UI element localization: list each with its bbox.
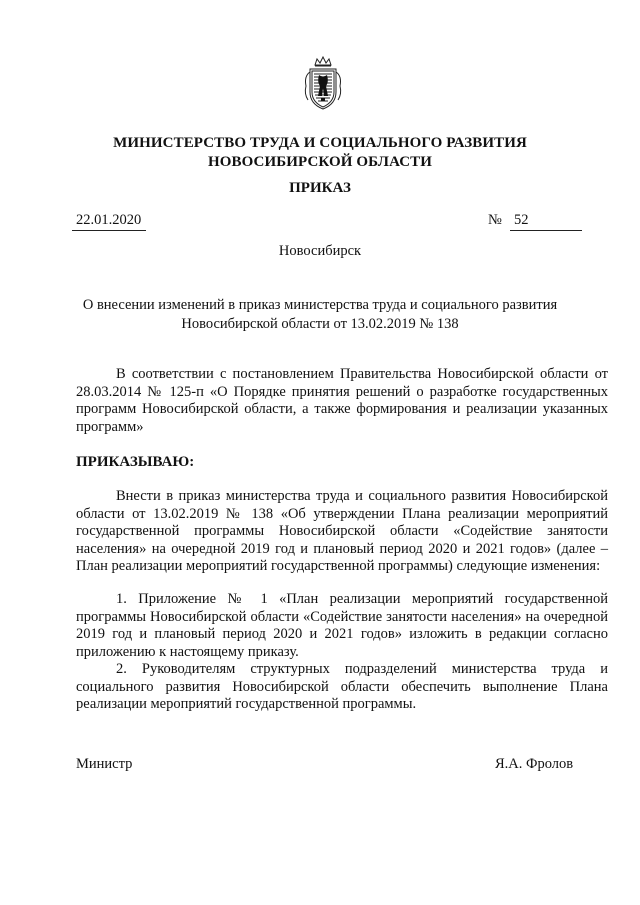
item-1-paragraph: 1. Приложение № 1 «План реализации мероприятий государственной программы Новосибирской области «Содействие занятости населения» на очередной 2019 год и плановый период 2020 и 2021 годов» изложить в редакции согласно приложению к настоящему приказу. xyxy=(76,591,608,660)
document-type: ПРИКАЗ xyxy=(289,180,351,196)
document-number: 52 xyxy=(510,212,582,231)
document-date: 22.01.2020 xyxy=(72,212,146,231)
intro-paragraph: Внести в приказ министерства труда и социального развития Новосибирской области от 13.02.2019 № 138 «Об утверждении Плана реализации мероприятий государственной программы Новосибирской области «Содействие занятости населения» на очередной 2019 год и плановый период 2020 и 2021 годов» (далее – План реализации мероприятий государственной программы) следующие изменения: xyxy=(76,488,608,574)
basis-paragraph: В соответствии с постановлением Правительства Новосибирской области от 28.03.2014 № 125-п «О Порядке принятия решений о разработке государственных программ Новосибирской области, а также формирования и реализации указанных программ» xyxy=(76,366,608,435)
subject-line1: О внесении изменений в приказ министерства труда и социального развития xyxy=(82,297,558,313)
document-number-label: № xyxy=(488,212,502,228)
order-word: ПРИКАЗЫВАЮ: xyxy=(76,454,195,470)
signatory-role: Министр xyxy=(76,756,133,772)
signatory-name: Я.А. Фролов xyxy=(495,756,574,772)
document-subject xyxy=(0,296,640,334)
ministry-name-line1: МИНИСТЕРСТВО ТРУДА И СОЦИАЛЬНОГО РАЗВИТИЯ xyxy=(113,135,527,151)
coat-of-arms-icon xyxy=(302,56,344,112)
item-2-paragraph: 2. Руководителям структурных подразделений министерства труда и социального развития Новосибирской области обеспечить выполнение Плана реализации мероприятий государственной программы. xyxy=(76,661,608,712)
subject-line2: Новосибирской области от 13.02.2019 № 138 xyxy=(181,316,459,332)
document-city: Новосибирск xyxy=(278,243,362,259)
ministry-name-line2: НОВОСИБИРСКОЙ ОБЛАСТИ xyxy=(207,154,433,170)
ministry-name xyxy=(0,134,640,172)
